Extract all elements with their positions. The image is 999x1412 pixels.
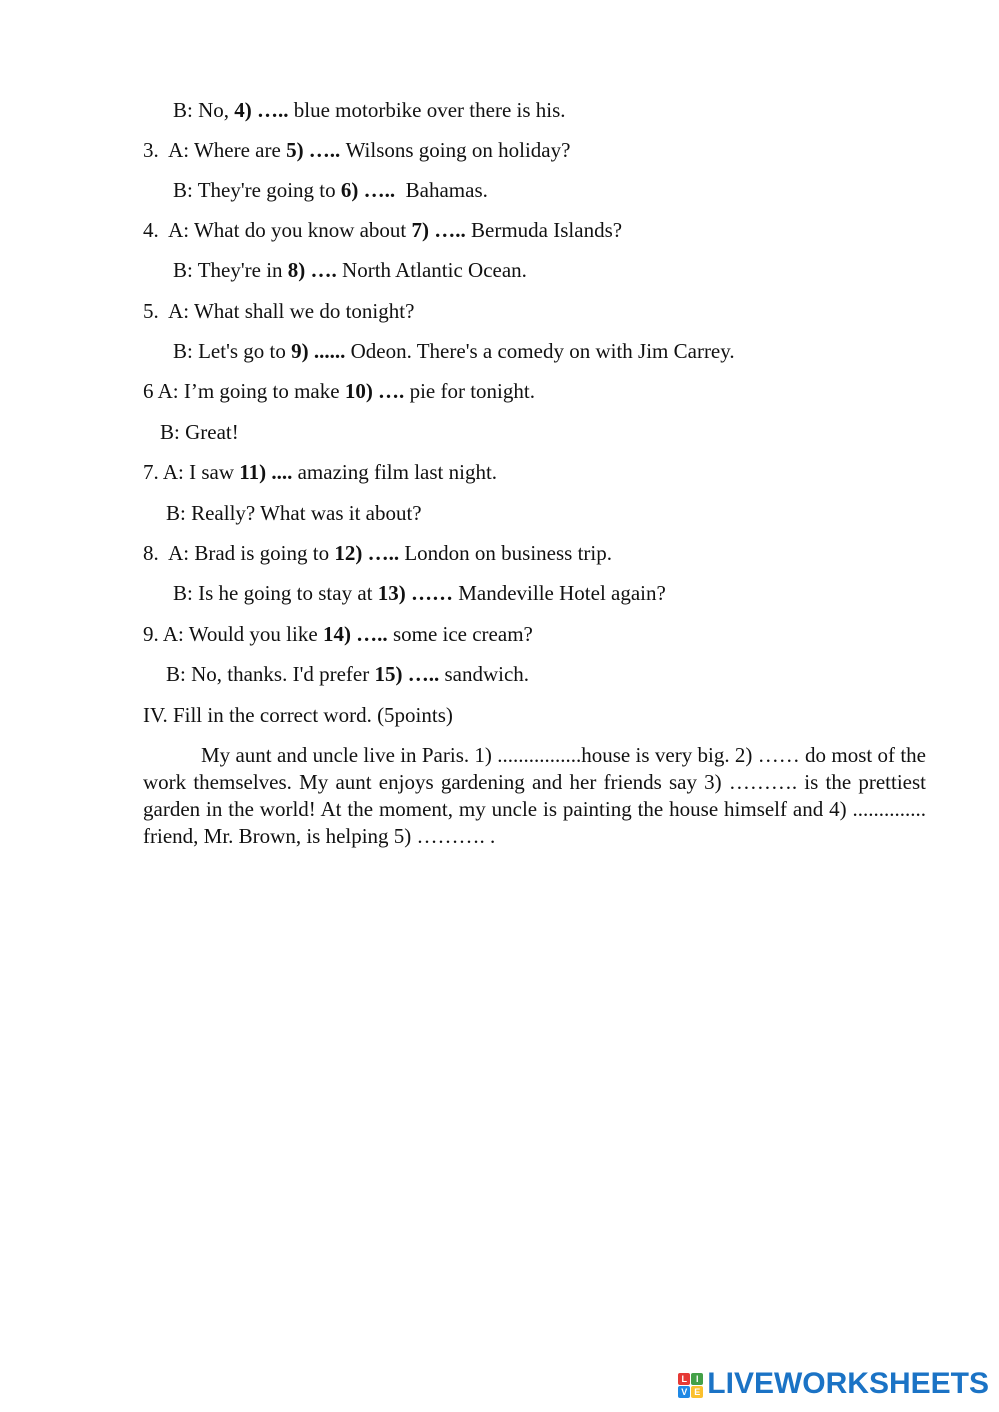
line-text: Bahamas. xyxy=(405,178,488,202)
liveworksheets-logo xyxy=(678,1364,989,1404)
dialogue-line xyxy=(166,501,422,525)
dialogue-line xyxy=(173,581,666,605)
blank-number: 9) ...... xyxy=(291,339,351,363)
dialogue-line xyxy=(143,138,570,162)
logo-mark-letter: L xyxy=(678,1373,690,1385)
blank-number: 10) …. xyxy=(344,379,410,403)
dialogue-line xyxy=(143,379,535,403)
blank-number: 11) .... xyxy=(239,460,298,484)
dialogue-line xyxy=(143,460,497,484)
blank-number: 12) ….. xyxy=(334,541,405,565)
line-text: 8. A: Brad is going to xyxy=(143,541,335,565)
line-text: B: They're in xyxy=(173,258,288,282)
dialogue-line xyxy=(173,178,488,202)
fill-in-paragraph xyxy=(143,742,926,850)
line-text: 7. A: I saw xyxy=(143,460,240,484)
line-text: 3. A: Where are xyxy=(143,138,287,162)
line-text: sandwich. xyxy=(444,662,530,686)
line-text: London on business trip. xyxy=(404,541,613,565)
dialogue-line xyxy=(160,420,239,444)
blank-number: 6) ….. xyxy=(340,178,406,202)
blank-number: 7) ….. xyxy=(411,218,472,242)
line-text: blue motorbike over there is his. xyxy=(293,98,566,122)
line-text: Bermuda Islands? xyxy=(471,218,623,242)
paragraph-text: My aunt and uncle live in Paris. 1) ................house is very big. 2) …… do most of the work themselves. My aunt enjoys gardening and her friends say 3) ………. is the prettiest garden in the world! At the moment, my uncle is painting the house himself and 4) .............. friend, Mr. Brown, is helping 5) ………. . xyxy=(143,743,926,848)
logo-text: LIVEWORKSHEETS xyxy=(707,1367,989,1400)
line-text: B: Really? What was it about? xyxy=(166,501,422,525)
line-text: Odeon. There's a comedy on with Jim Carrey. xyxy=(350,339,735,363)
blank-number: 14) ….. xyxy=(322,622,393,646)
dialogue-line xyxy=(173,258,527,282)
logo-mark-letter: I xyxy=(691,1373,703,1385)
dialogue-line xyxy=(143,622,533,646)
liveworksheets-mark-icon xyxy=(678,1373,703,1398)
line-text: B: They're going to xyxy=(173,178,341,202)
dialogue-line xyxy=(173,98,566,122)
line-text: B: No, thanks. I'd prefer xyxy=(166,662,375,686)
line-text: 9. A: Would you like xyxy=(143,622,323,646)
blank-number: 8) …. xyxy=(287,258,343,282)
blank-number: 4) ….. xyxy=(234,98,294,122)
logo-mark-letter: V xyxy=(678,1386,690,1398)
line-text: 6 A: I’m going to make xyxy=(143,379,345,403)
line-text: B: No, xyxy=(173,98,235,122)
line-text: B: Great! xyxy=(160,420,239,444)
line-text: some ice cream? xyxy=(392,622,533,646)
line-text: amazing film last night. xyxy=(297,460,498,484)
line-text: B: Is he going to stay at xyxy=(173,581,378,605)
line-text: 4. A: What do you know about xyxy=(143,218,412,242)
blank-number: 5) ….. xyxy=(286,138,346,162)
line-text: Mandeville Hotel again? xyxy=(458,581,666,605)
dialogue-line xyxy=(143,541,612,565)
dialogue-line xyxy=(143,218,622,242)
line-text: B: Let's go to xyxy=(173,339,292,363)
line-text: North Atlantic Ocean. xyxy=(342,258,527,282)
dialogue-line xyxy=(173,339,735,363)
blank-number: 13) …… xyxy=(377,581,459,605)
section-heading: IV. Fill in the correct word. (5points) xyxy=(143,703,453,727)
dialogue-line xyxy=(166,662,529,686)
line-text: 5. A: What shall we do tonight? xyxy=(143,299,415,323)
line-text: Wilsons going on holiday? xyxy=(345,138,571,162)
dialogue-line xyxy=(143,299,414,323)
line-text: pie for tonight. xyxy=(409,379,535,403)
logo-mark-letter: E xyxy=(691,1386,703,1398)
blank-number: 15) ….. xyxy=(374,662,445,686)
